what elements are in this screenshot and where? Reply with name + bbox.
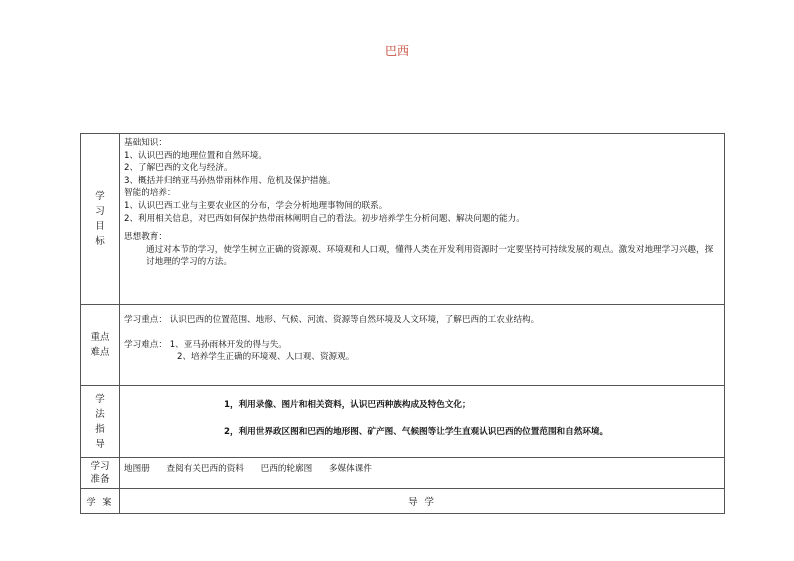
moral-education-title: 思想教育： (124, 232, 167, 243)
objective-line: 智能的培养： (124, 188, 176, 199)
study-guide-row (81, 489, 725, 514)
preparation-content (120, 458, 725, 489)
objective-line: 1、认识巴西工业与主要农业区的分布，学会分析地理事物间的联系。 (124, 200, 388, 211)
preparation-label: 学习 准备 (81, 458, 120, 489)
moral-education-text: 通过对本节的学习，使学生树立正确的资源观、环境观和人口观，懂得人类在开发利用资源时一定要坚持可持续发展的观点。激发对地理学习兴趣，探讨地理的学习的方法。 (146, 244, 714, 268)
preparation-item: 巴西的轮廓图 (260, 463, 313, 474)
study-method-label: 学 法 指 导 (81, 386, 120, 458)
learning-objectives-label: 学 习 目 标 (81, 134, 120, 305)
study-method-line: 1，利用录像、图片和相关资料，认识巴西种族构成及特色文化； (224, 400, 471, 410)
learning-focus: 学习重点： 认识巴西的位置范围、地形、气候、河流、资源等自然环境及人文环境，了解巴西的工农业结构。 (124, 315, 540, 325)
learning-objectives-row (81, 134, 725, 305)
objective-line: 3、概括并归纳亚马孙热带雨林作用、危机及保护措施。 (124, 175, 336, 186)
study-method-row (81, 386, 725, 458)
preparation-item: 查阅有关巴西的资料 (166, 463, 244, 474)
objective-line: 2、了解巴西的文化与经济。 (124, 163, 233, 174)
document-title: 巴西 (384, 44, 409, 58)
learning-objectives-content (120, 134, 725, 305)
objective-line: 1、认识巴西的地理位置和自然环境。 (124, 150, 267, 161)
lesson-plan-table (80, 133, 725, 514)
study-method-content (120, 386, 725, 458)
preparation-item: 地图册 (124, 463, 150, 474)
key-points-content (120, 305, 725, 386)
guidance-heading: 导 学 (120, 489, 725, 514)
key-points-label: 重点 难点 (81, 305, 120, 386)
objective-line: 基础知识： (124, 138, 167, 148)
objective-line: 2、利用相关信息，对巴西如何保护热带雨林阐明自己的看法。初步培养学生分析问题、解决问题的能力。 (124, 213, 525, 224)
study-method-line: 2，利用世界政区图和巴西的地形图、矿产图、气候图等让学生直观认识巴西的位置范围和自然环境。 (224, 426, 609, 437)
learning-difficulty: 学习难点： 1、亚马孙雨林开发的得与失。 (124, 339, 287, 350)
preparation-item: 多媒体课件 (328, 463, 372, 474)
preparation-row (81, 458, 725, 489)
study-case-label: 学 案 (81, 489, 120, 514)
learning-difficulty: 2、培养学生正确的环境观、人口观、资源观。 (177, 352, 355, 363)
key-points-row (81, 305, 725, 386)
